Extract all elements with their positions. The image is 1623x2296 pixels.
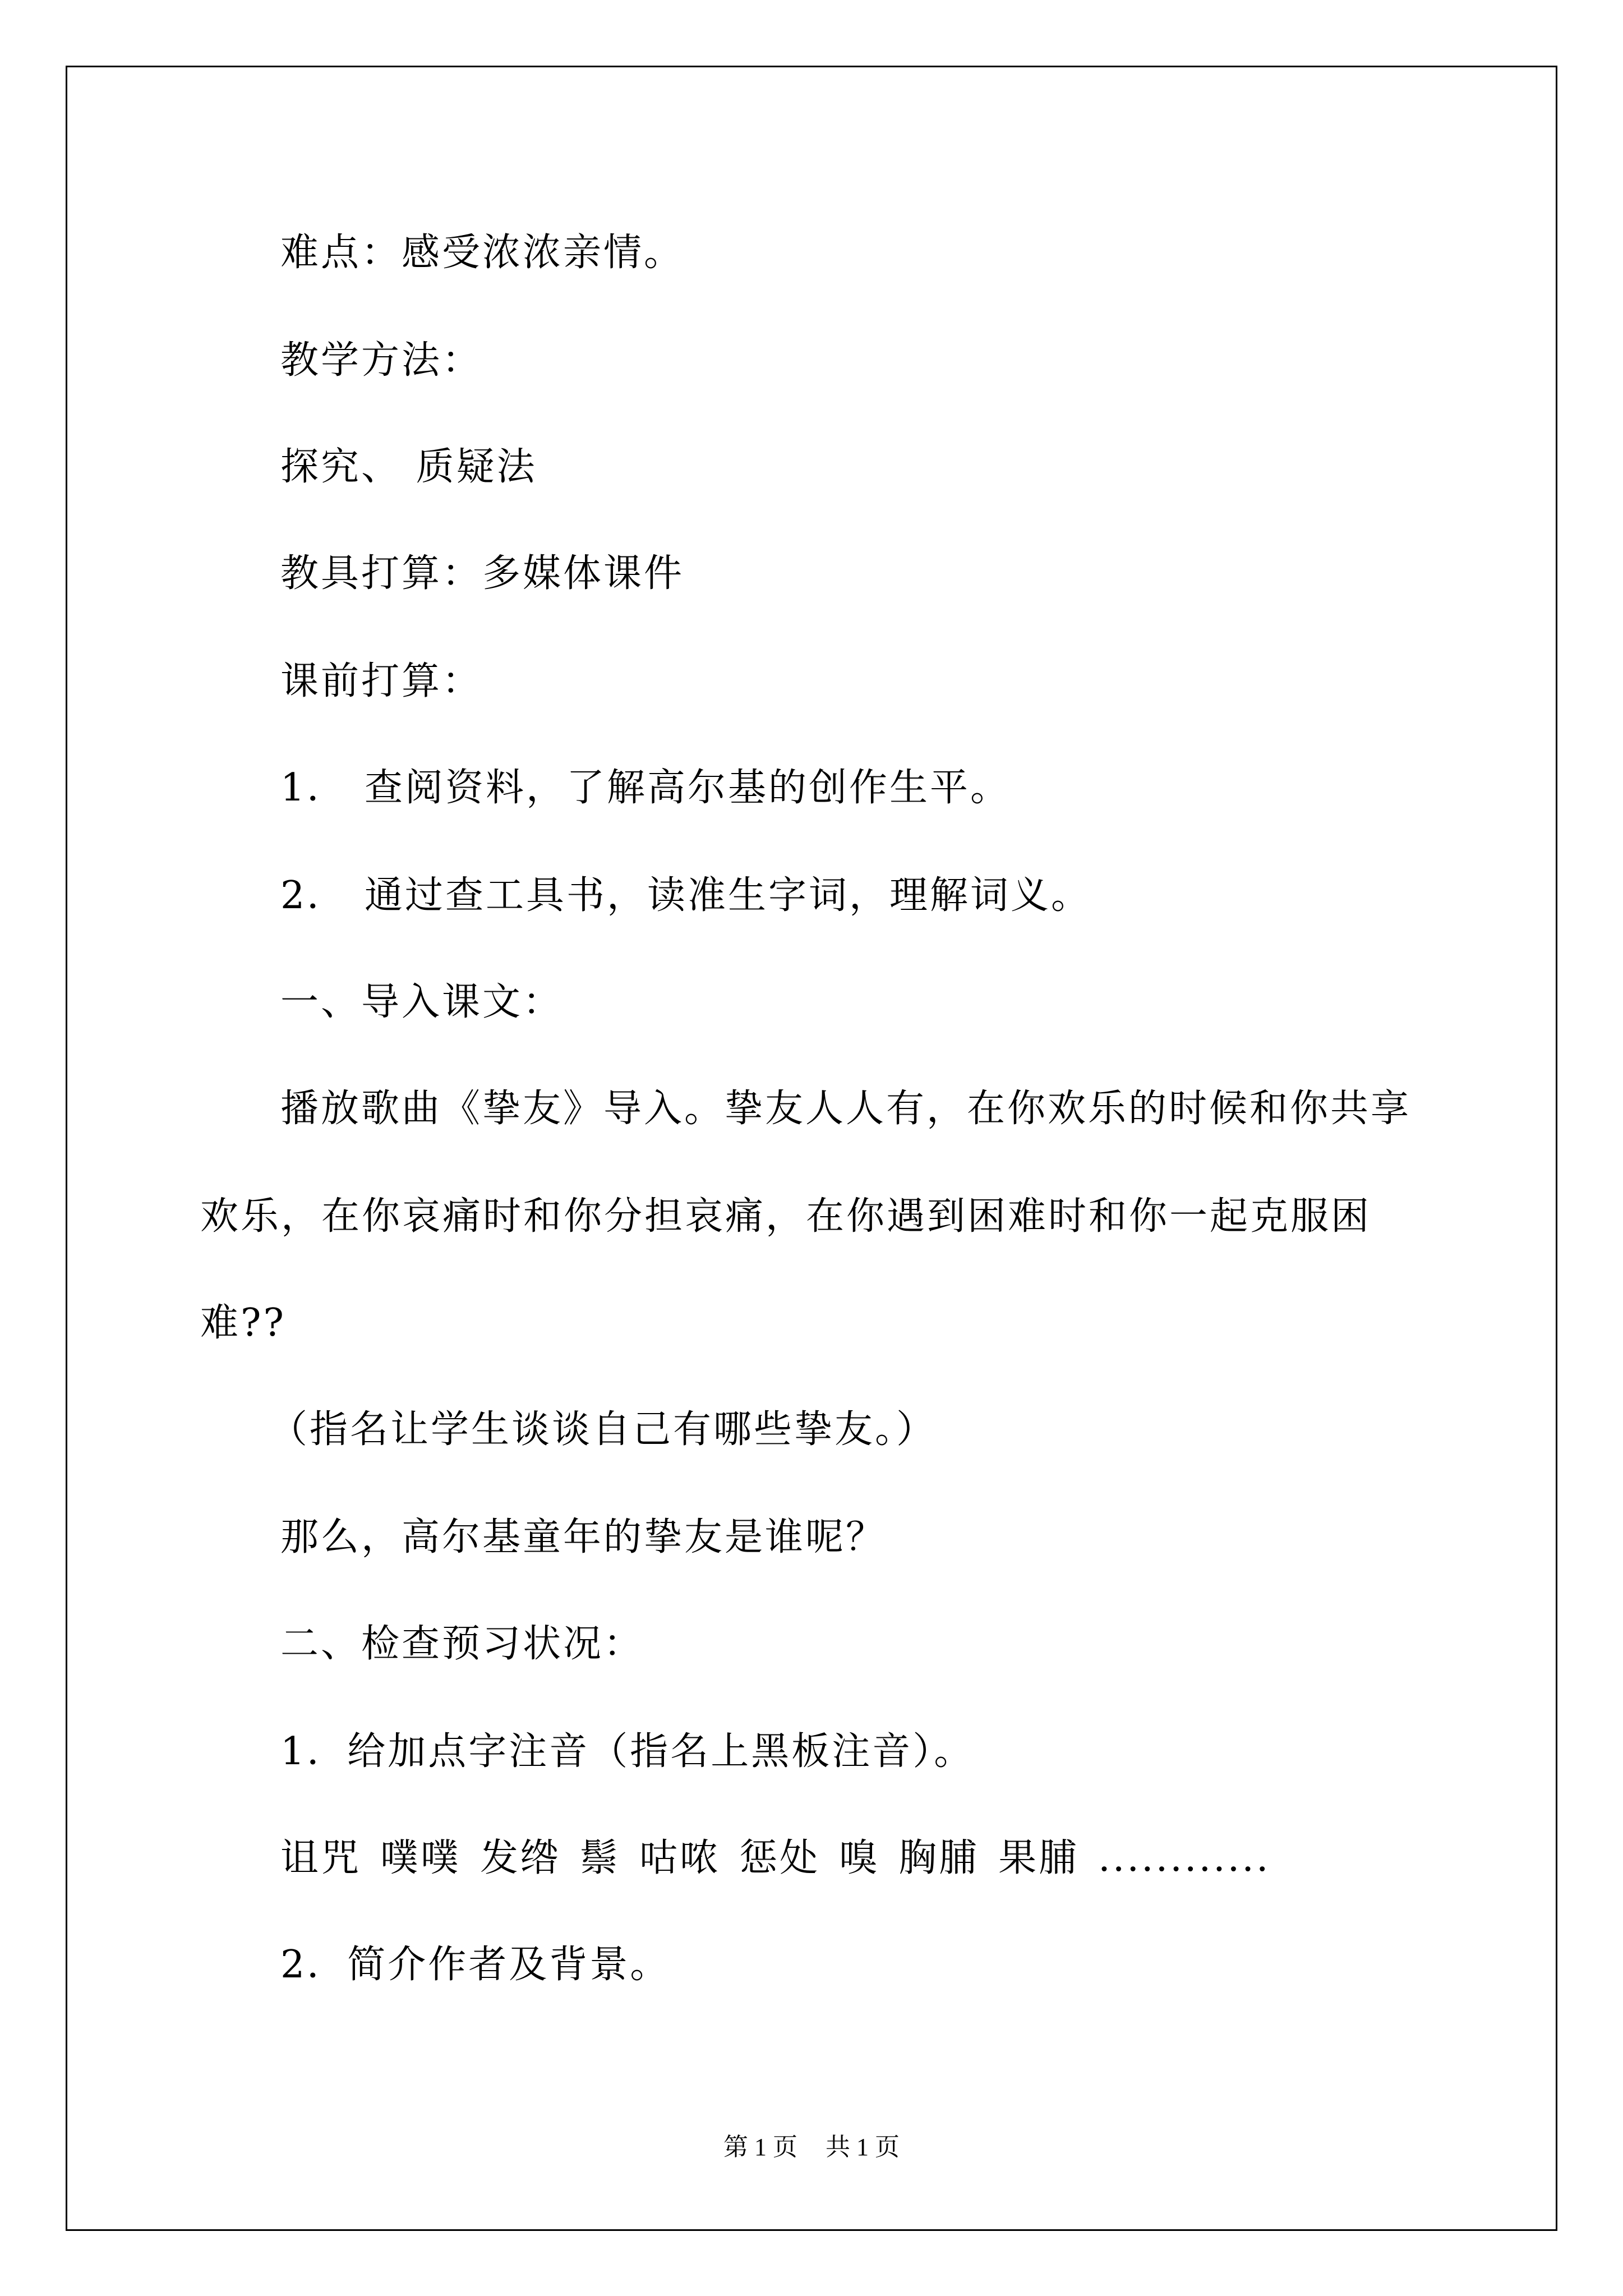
vocab-word: 惩处 <box>739 1836 820 1880</box>
vocab-word: 噗噗 <box>380 1836 462 1880</box>
vocabulary-row <box>280 1836 1271 1881</box>
teaching-aids-line: 教具打算：多媒体课件 <box>280 551 685 596</box>
difficulty-line: 难点：感受浓浓亲情。 <box>280 231 685 275</box>
activity-note: （指名让学生谈谈自己有哪些挚友。） <box>269 1407 937 1452</box>
author-background-line: 2．简介作者及背景。 <box>280 1943 671 1987</box>
preparation-heading: 课前打算： <box>280 659 483 703</box>
vocab-word: 鬃 <box>580 1836 621 1880</box>
teaching-method-text: 探究、 质疑法 <box>280 445 537 489</box>
page-footer <box>0 2131 1623 2164</box>
question-line: 那么，高尔基童年的挚友是谁呢？ <box>280 1515 887 1559</box>
paragraph-line-3: 难?? <box>200 1301 286 1345</box>
list-item-text: 查阅资料，了解高尔基的创作生平。 <box>365 766 1011 810</box>
paragraph-line-2: 欢乐，在你哀痛时和你分担哀痛，在你遇到困难时和你一起克服困 <box>200 1194 1372 1239</box>
vocab-word: 胸脯 <box>898 1836 980 1880</box>
list-number: 2． <box>280 873 348 918</box>
page-number: 第 1 页 <box>723 2133 797 2161</box>
page-border <box>66 66 1557 2231</box>
pinyin-task-line: 1．给加点字注音（指名上黑板注音）。 <box>280 1729 975 1774</box>
page-total: 共 1 页 <box>826 2133 900 2161</box>
ellipsis: ............ <box>1098 1836 1271 1880</box>
preparation-item-1 <box>280 766 1011 811</box>
paragraph-line-1: 播放歌曲《挚友》导入。挚友人人有，在你欢乐的时候和你共享 <box>280 1087 1412 1131</box>
list-item-text: 通过查工具书，读准生字词，理解词义。 <box>365 873 1092 918</box>
vocab-word: 嗅 <box>839 1836 880 1880</box>
section-two-heading: 二、检查预习状况： <box>280 1622 644 1666</box>
teaching-method-heading: 教学方法： <box>280 338 483 383</box>
preparation-item-2 <box>280 873 1091 918</box>
list-number: 1． <box>280 766 348 810</box>
vocab-word: 诅咒 <box>280 1836 362 1880</box>
vocab-word: 果脯 <box>998 1836 1080 1880</box>
vocab-word: 咕哝 <box>639 1836 721 1880</box>
section-one-heading: 一、导入课文： <box>280 980 564 1024</box>
vocab-word: 发绺 <box>480 1836 561 1880</box>
